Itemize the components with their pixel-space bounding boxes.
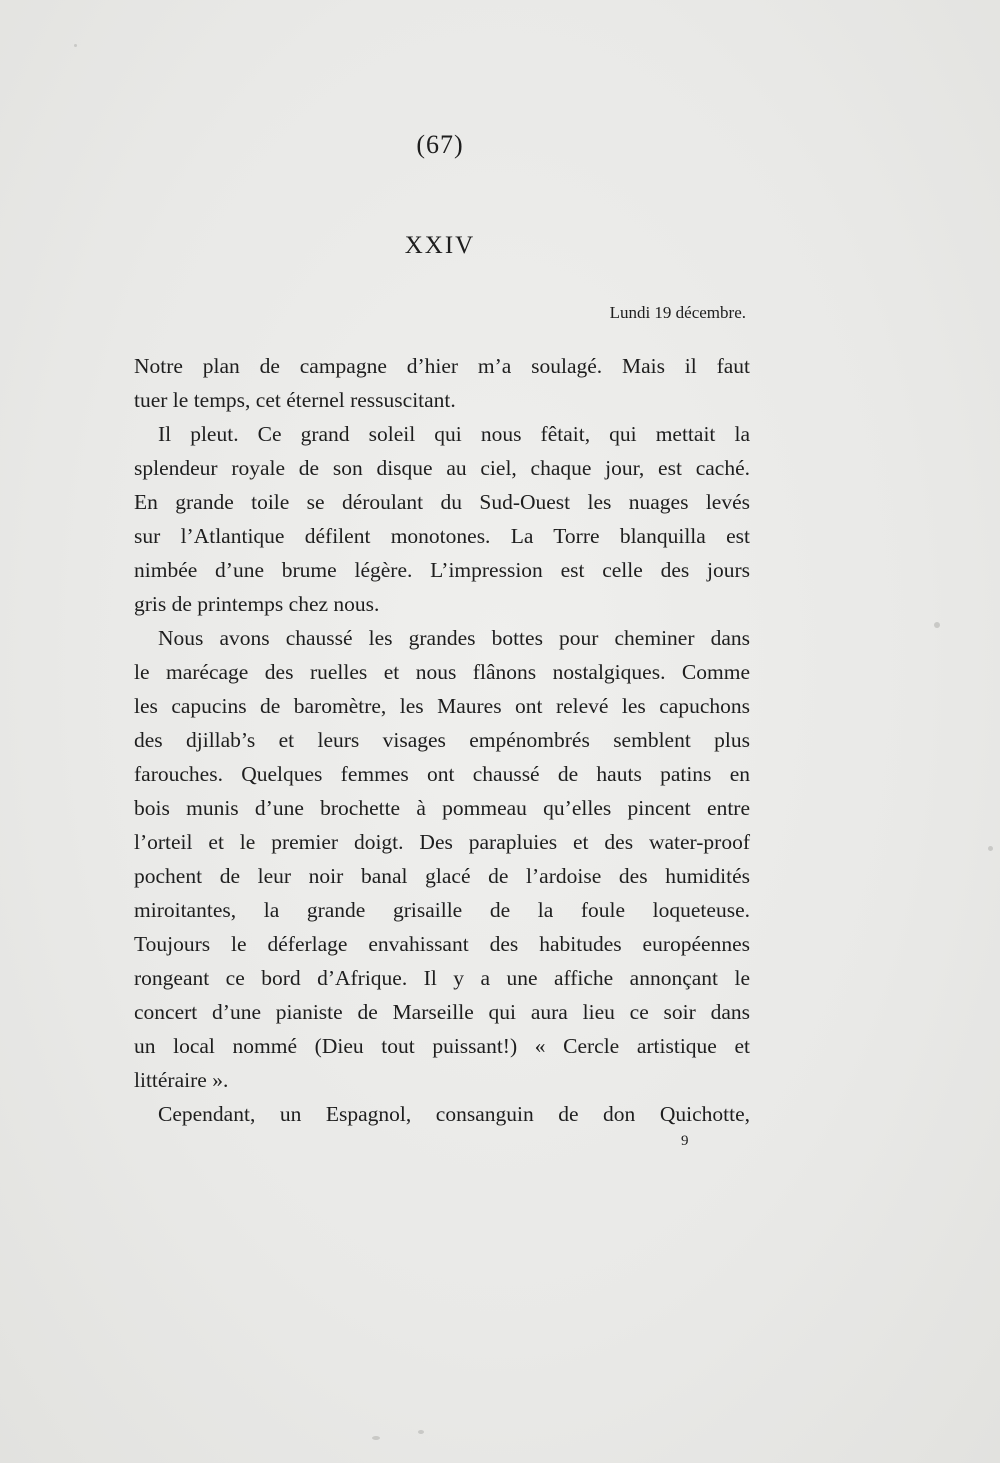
text-line: En grande toile se déroulant du Sud-Ouest les nuages levés (134, 490, 750, 514)
text-line: des djillab’s et leurs visages empénombrés semblent plus (134, 728, 750, 752)
paper-speck (418, 1430, 424, 1434)
body-text (134, 349, 750, 1131)
signature-mark: 9 (681, 1133, 689, 1149)
text-line: littéraire ». (134, 1068, 229, 1092)
text-line: farouches. Quelques femmes ont chaussé de hauts patins en (134, 762, 750, 786)
text-line: Nous avons chaussé les grandes bottes pour cheminer dans (158, 626, 750, 650)
text-line: les capucins de baromètre, les Maures ont relevé les capuchons (134, 694, 750, 718)
paper-speck (74, 44, 77, 47)
text-line: nimbée d’une brume légère. L’impression est celle des jours (134, 558, 750, 582)
paper-speck (988, 846, 993, 851)
text-line: bois munis d’une brochette à pommeau qu’elles pincent entre (134, 796, 750, 820)
text-line: tuer le temps, cet éternel ressuscitant. (134, 388, 456, 412)
text-line: Cependant, un Espagnol, consanguin de don Quichotte, (158, 1102, 750, 1126)
text-line: sur l’Atlantique défilent monotones. La Torre blanquilla est (134, 524, 750, 548)
text-line: Notre plan de campagne d’hier m’a soulagé. Mais il faut (134, 354, 750, 378)
dateline: Lundi 19 décembre. (609, 303, 746, 322)
page-number: (67) (416, 130, 464, 159)
text-line: splendeur royale de son disque au ciel, chaque jour, est caché. (134, 456, 750, 480)
text-line: pochent de leur noir banal glacé de l’ardoise des humidités (134, 864, 750, 888)
paper-speck (934, 622, 940, 628)
paper-speck (372, 1436, 380, 1440)
text-line: Il pleut. Ce grand soleil qui nous fêtait, qui mettait la (158, 422, 750, 446)
text-line: miroitantes, la grande grisaille de la foule loqueteuse. (134, 898, 750, 922)
text-line: le marécage des ruelles et nous flânons nostalgiques. Comme (134, 660, 750, 684)
text-line: concert d’une pianiste de Marseille qui aura lieu ce soir dans (134, 1000, 750, 1024)
text-line: l’orteil et le premier doigt. Des parapluies et des water-proof (134, 830, 750, 854)
text-line: un local nommé (Dieu tout puissant!) « Cercle artistique et (134, 1034, 750, 1058)
chapter-heading: XXIV (404, 232, 476, 259)
text-line: gris de printemps chez nous. (134, 592, 380, 616)
text-line: Toujours le déferlage envahissant des habitudes européennes (134, 932, 750, 956)
text-line: rongeant ce bord d’Afrique. Il y a une affiche annonçant le (134, 966, 750, 990)
